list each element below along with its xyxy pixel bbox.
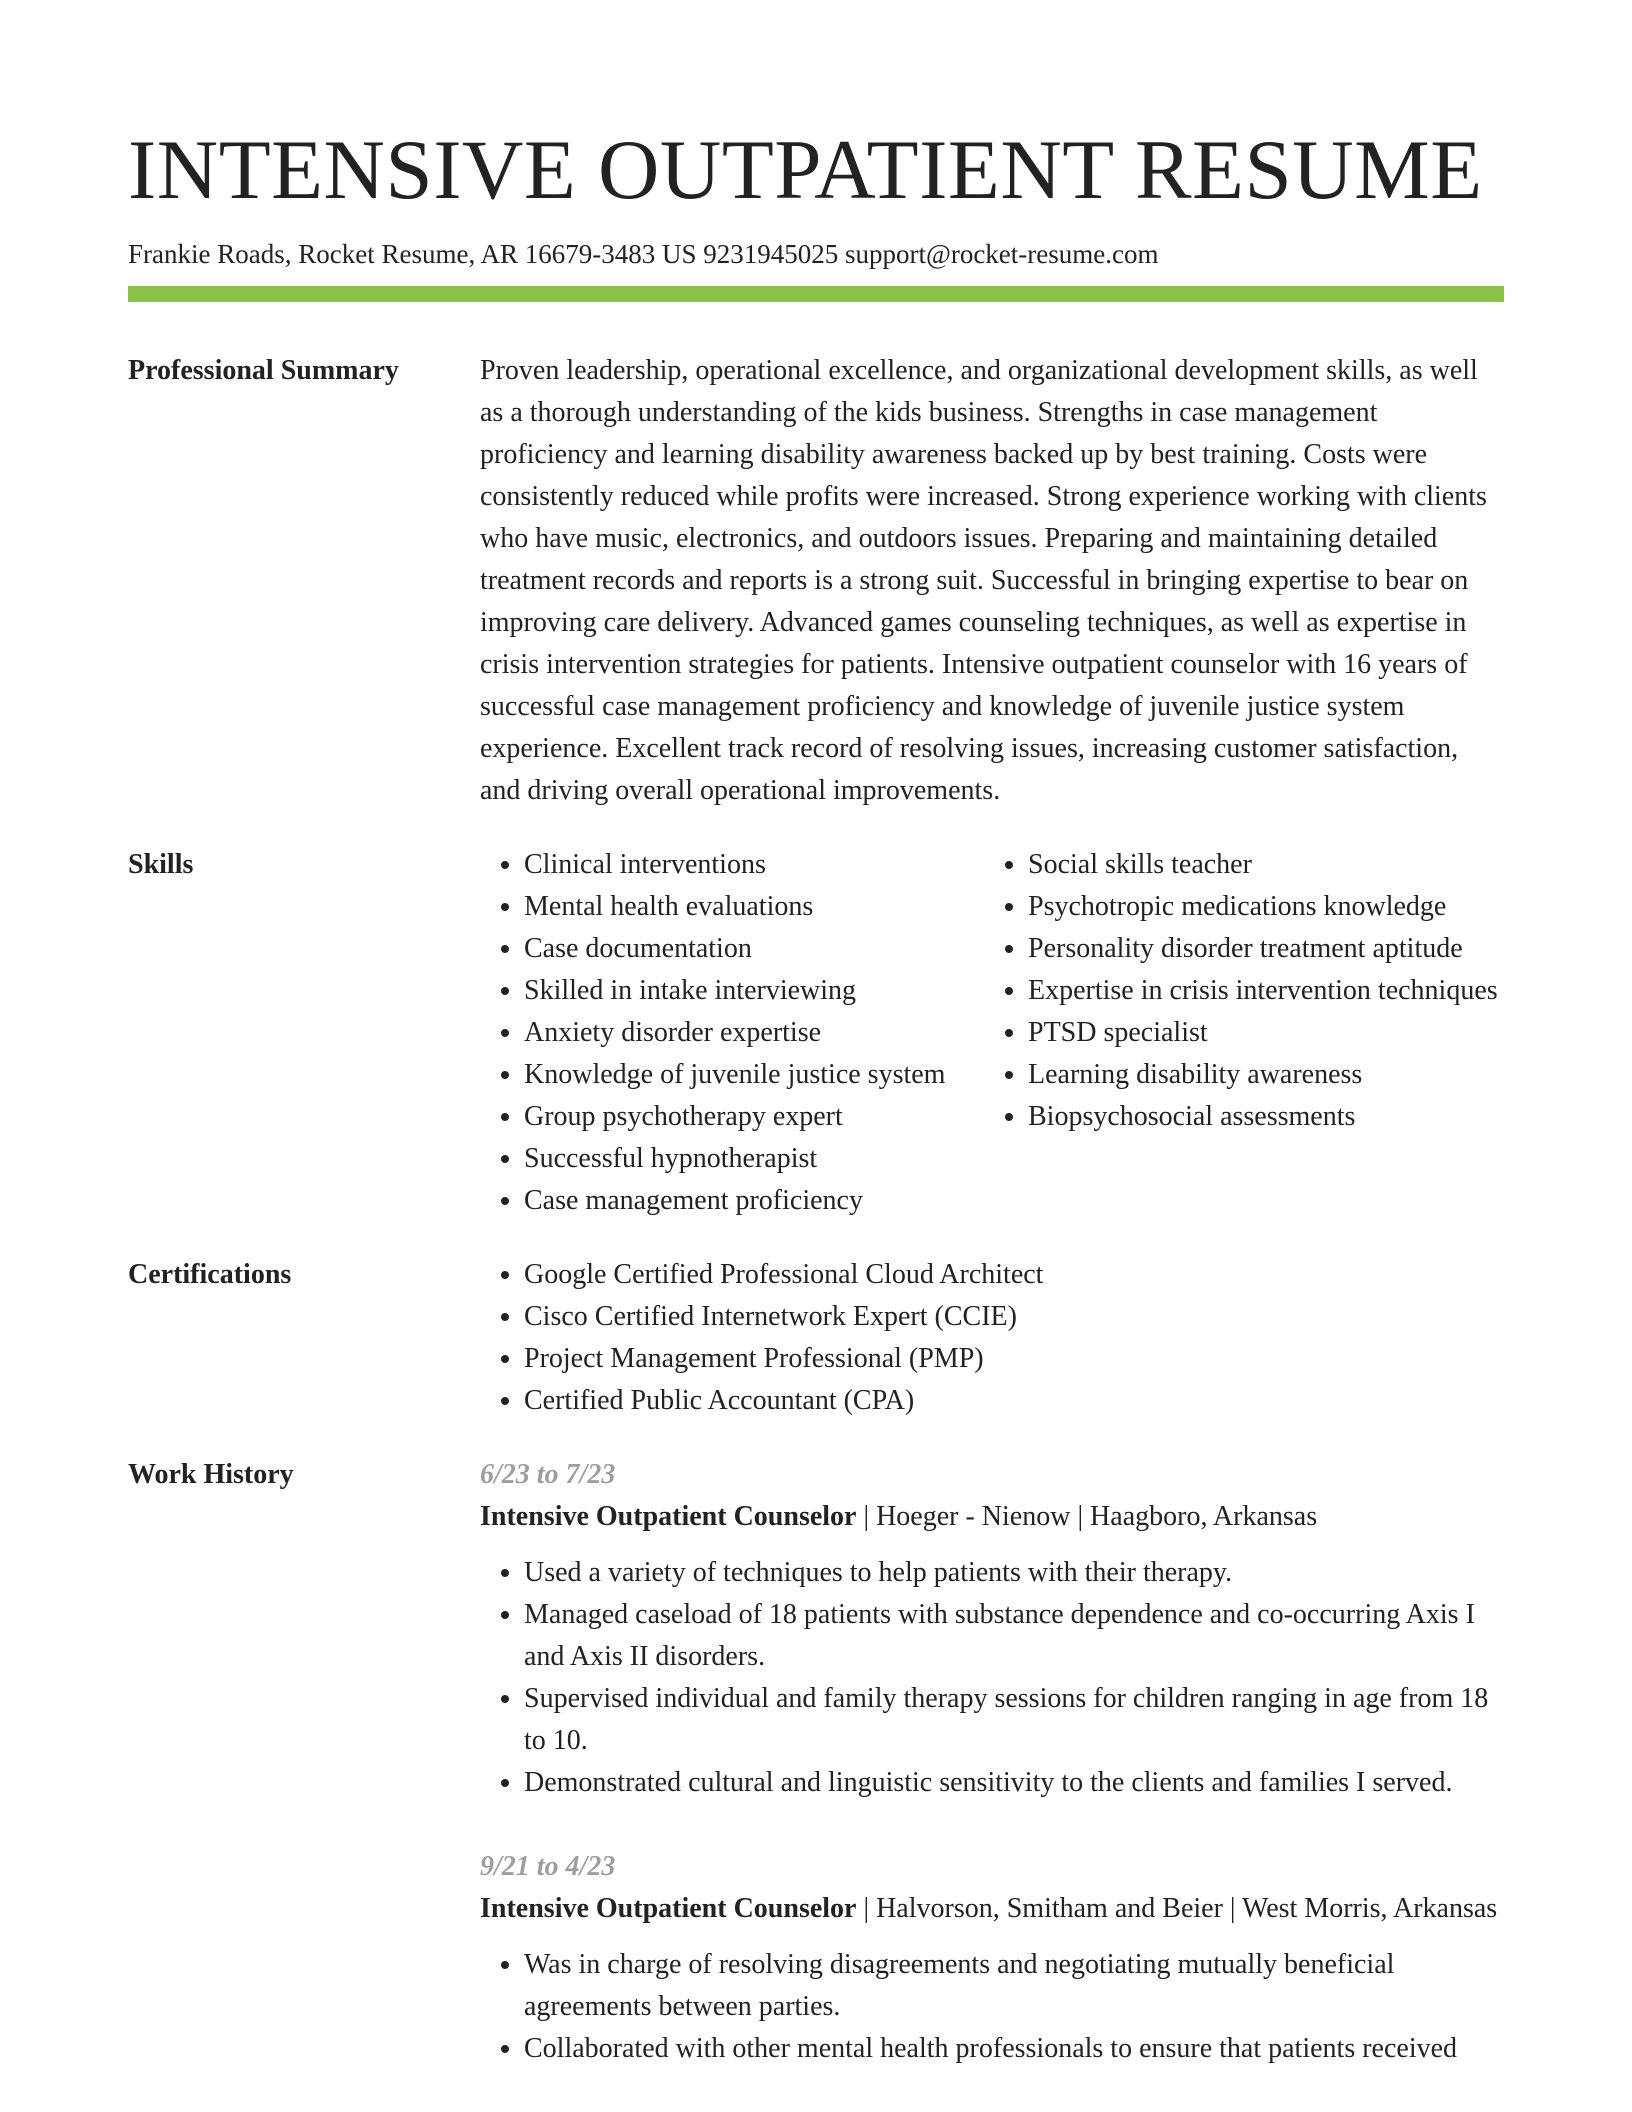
skill-item: • Social skills teacher (1028, 844, 1504, 886)
skill-item: • Biopsychosocial assessments (1028, 1096, 1504, 1138)
skill-item: • PTSD specialist (1028, 1012, 1504, 1054)
skill-item: • Group psychotherapy expert (524, 1096, 984, 1138)
job-dates: 9/21 to 4/23 (480, 1851, 616, 1882)
certifications-label: Certifications (128, 1259, 292, 1290)
skills-list-column-1 (480, 844, 984, 1222)
skill-item: • Skilled in intake interviewing (524, 970, 984, 1012)
skill-item: • Anxiety disorder expertise (524, 1012, 984, 1054)
summary-label: Professional Summary (128, 355, 399, 386)
certification-item: • Cisco Certified Internetwork Expert (CCIE) (524, 1296, 1504, 1338)
skill-item: • Psychotropic medications knowledge (1028, 886, 1504, 928)
skill-item: • Knowledge of juvenile justice system (524, 1054, 984, 1096)
summary-text: Proven leadership, operational excellence, and organizational development skills, as well as a thorough understanding of the kids business. Strengths in case management proficiency and learning disability awareness backed up by best training. Costs were consistently reduced while profits were increased. Strong experience working with clients who have music, electronics, and outdoors issues. Preparing and maintaining detailed treatment records and reports is a strong suit. Successful in bringing expertise to bear on improving care delivery. Advanced games counseling techniques, as well as expertise in crisis intervention strategies for patients. Intensive outpatient counselor with 16 years of successful case management proficiency and knowledge of juvenile justice system experience. Excellent track record of resolving issues, increasing customer satisfaction, and driving overall operational improvements. (480, 355, 1487, 806)
job-header (480, 1496, 1504, 1538)
work-history-label: Work History (128, 1459, 294, 1490)
job-duty: • Collaborated with other mental health professionals to ensure that patients received (524, 2028, 1504, 2070)
certification-item: • Google Certified Professional Cloud Architect (524, 1254, 1504, 1296)
job-duty: • Was in charge of resolving disagreements and negotiating mutually beneficial agreements between parties. (524, 1944, 1504, 2028)
job-title: Intensive Outpatient Counselor (480, 1501, 857, 1532)
job-dates: 6/23 to 7/23 (480, 1459, 616, 1490)
work-history-section (128, 1454, 1504, 2112)
accent-divider (128, 286, 1504, 302)
job-duty: • Supervised individual and family therapy sessions for children ranging in age from 18 to 10. (524, 1678, 1504, 1762)
skill-item: • Mental health evaluations (524, 886, 984, 928)
skill-item: • Learning disability awareness (1028, 1054, 1504, 1096)
skills-list-column-2 (984, 844, 1504, 1138)
job-duties-list (480, 1944, 1504, 2070)
certifications-section (128, 1254, 1504, 1422)
summary-section (128, 350, 1504, 812)
job-employer-location: | Hoeger - Nienow | Haagboro, Arkansas (856, 1501, 1318, 1532)
resume-page (128, 0, 1504, 2112)
job-duties-list (480, 1552, 1504, 1804)
job-employer-location: | Halvorson, Smitham and Beier | West Morris, Arkansas (856, 1893, 1498, 1924)
job-duty: • Demonstrated cultural and linguistic sensitivity to the clients and families I served. (524, 1762, 1504, 1804)
job-entry (480, 1454, 1504, 1804)
skill-item: • Clinical interventions (524, 844, 984, 886)
job-title: Intensive Outpatient Counselor (480, 1893, 857, 1924)
job-duty: • Used a variety of techniques to help patients with their therapy. (524, 1552, 1504, 1594)
certifications-list (480, 1254, 1504, 1422)
skill-item: • Personality disorder treatment aptitude (1028, 928, 1504, 970)
resume-title: INTENSIVE OUTPATIENT RESUME (128, 123, 1483, 217)
certification-item: • Certified Public Accountant (CPA) (524, 1380, 1504, 1422)
certification-item: • Project Management Professional (PMP) (524, 1338, 1504, 1380)
skills-section (128, 844, 1504, 1222)
contact-line: Frankie Roads, Rocket Resume, AR 16679-3483 US 9231945025 support@rocket-resume.com (128, 239, 1159, 269)
skill-item: • Successful hypnotherapist (524, 1138, 984, 1180)
job-entry (480, 1846, 1504, 2070)
job-header (480, 1888, 1504, 1930)
skills-label: Skills (128, 849, 194, 880)
skill-item: • Case management proficiency (524, 1180, 984, 1222)
job-duty: • Managed caseload of 18 patients with substance dependence and co-occurring Axis I and Axis II disorders. (524, 1594, 1504, 1678)
skill-item: • Expertise in crisis intervention techniques (1028, 970, 1504, 1012)
skill-item: • Case documentation (524, 928, 984, 970)
